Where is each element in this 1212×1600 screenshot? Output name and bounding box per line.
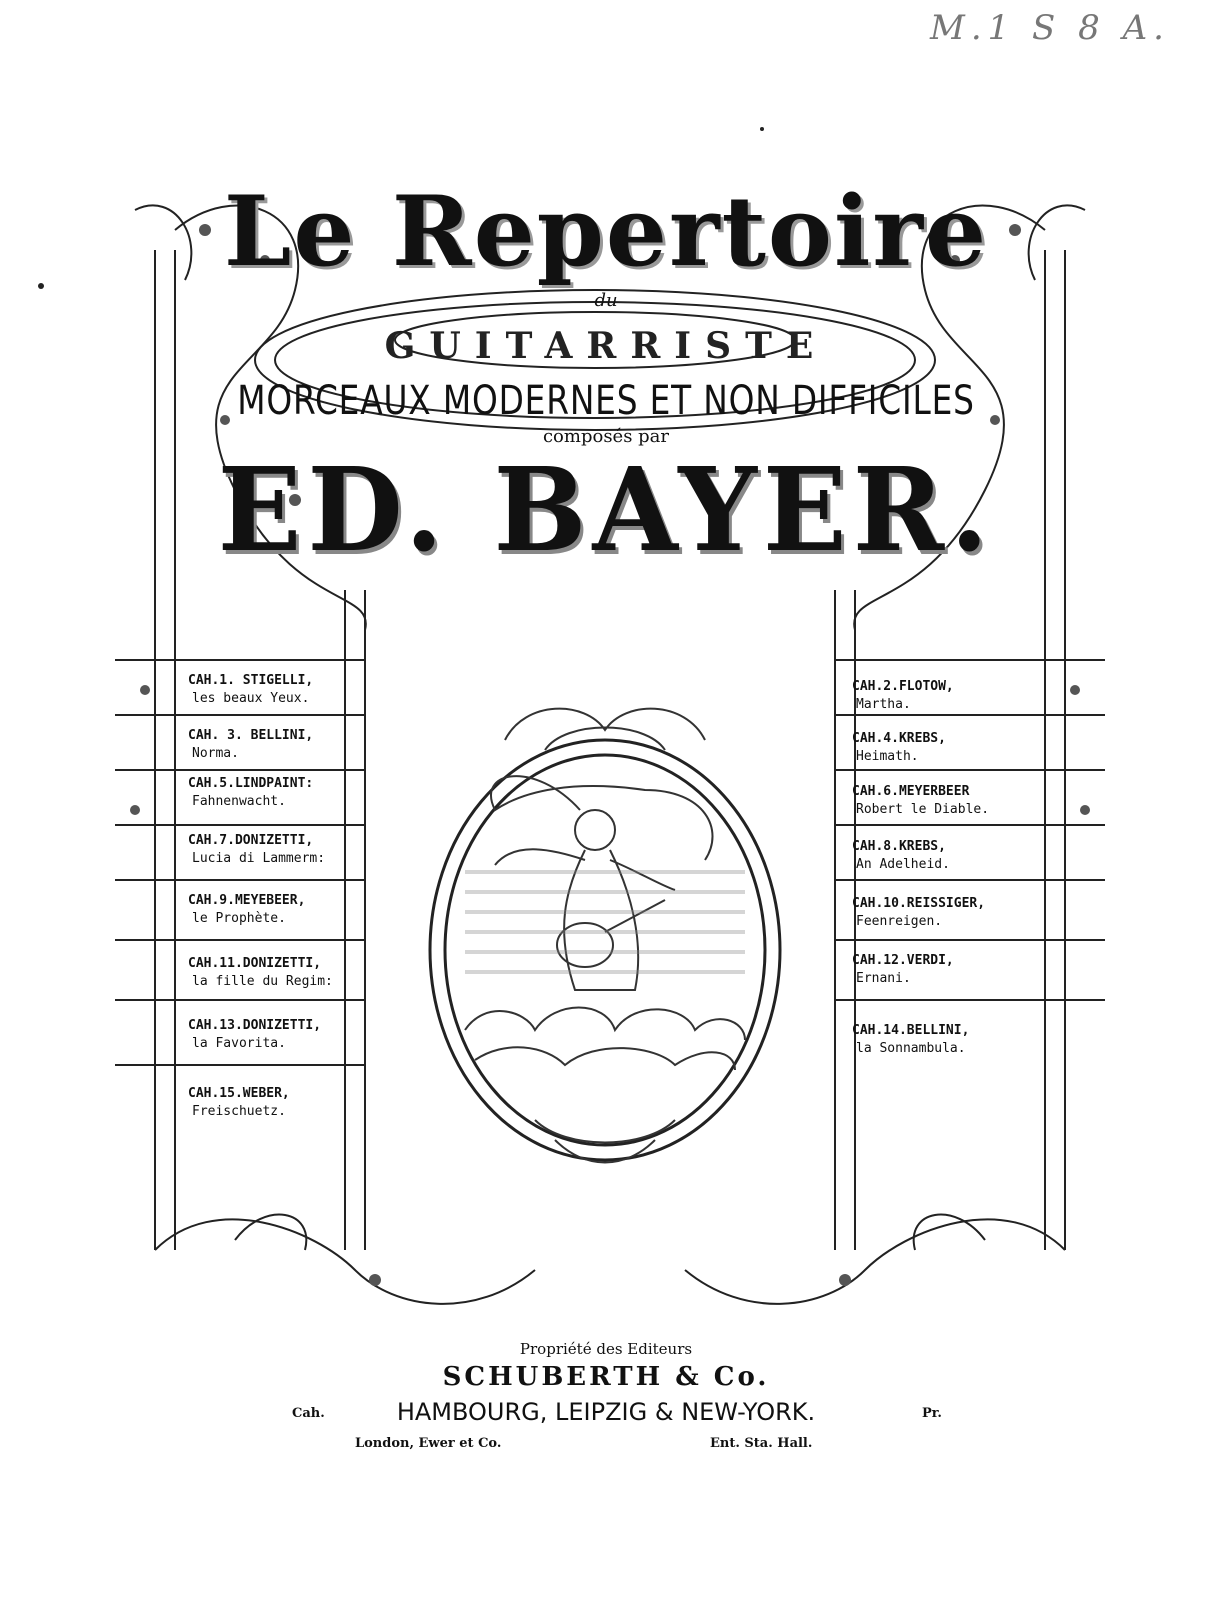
cahier-title: la Sonnambula. <box>856 1041 966 1056</box>
entered-stationers-hall: Ent. Sta. Hall. <box>710 1436 813 1451</box>
title-main: Le Repertoire <box>223 175 989 288</box>
composed-by: composés par <box>542 426 670 447</box>
handwritten-note: M.1 S 8 A. <box>930 8 1170 48</box>
cahier-number: CAH.6.MEYERBEER <box>852 784 970 799</box>
list-item <box>852 730 1032 766</box>
list-item <box>188 775 368 811</box>
cahier-number: CAH.14.BELLINI, <box>852 1023 970 1038</box>
cahier-title: Norma. <box>192 746 239 761</box>
cahier-number: CAH.2.FLOTOW, <box>852 679 954 694</box>
list-item <box>188 892 368 928</box>
cahier-title: le Prophète. <box>192 911 286 926</box>
cahier-title: Fahnenwacht. <box>192 794 286 809</box>
cahier-number: CAH.15.WEBER, <box>188 1086 290 1101</box>
cahier-number: CAH.11.DONIZETTI, <box>188 956 322 971</box>
cahier-number: CAH.4.KREBS, <box>852 731 946 746</box>
cahier-number: CAH.12.VERDI, <box>852 953 954 968</box>
cahier-title: Heimath. <box>856 749 919 764</box>
list-item <box>188 727 368 763</box>
list-item <box>188 672 368 708</box>
cahier-number: CAH.7.DONIZETTI, <box>188 833 314 848</box>
scan-speck <box>760 127 764 131</box>
property-notice: Propriété des Editeurs <box>519 1340 693 1358</box>
list-item <box>188 832 368 868</box>
list-item <box>852 678 1032 714</box>
price-label: Pr. <box>922 1406 942 1421</box>
cahier-title: Ernani. <box>856 971 911 986</box>
cah-label: Cah. <box>292 1406 325 1421</box>
list-item <box>852 952 1032 988</box>
london-agent: London, Ewer et Co. <box>355 1436 502 1451</box>
cahier-title: Robert le Diable. <box>856 802 990 817</box>
list-item <box>852 895 1032 931</box>
cahier-number: CAH. 3. BELLINI, <box>188 728 314 743</box>
list-item <box>852 783 1032 819</box>
cahier-number: CAH.9.MEYEBEER, <box>188 893 306 908</box>
cahier-number: CAH.1. STIGELLI, <box>188 673 314 688</box>
cahier-number: CAH.8.KREBS, <box>852 839 946 854</box>
cahier-number: CAH.13.DONIZETTI, <box>188 1018 322 1033</box>
publisher-cities: HAMBOURG, LEIPZIG & NEW-YORK. <box>396 1398 816 1426</box>
list-item <box>188 955 368 991</box>
cahier-title: Freischuetz. <box>192 1104 286 1119</box>
publisher-name: SCHUBERTH & Co. <box>442 1362 770 1392</box>
cahier-title: Feenreigen. <box>856 914 943 929</box>
cahier-number: CAH.5.LINDPAINT: <box>188 776 314 791</box>
title-du: du <box>594 290 618 311</box>
cahier-title: An Adelheid. <box>856 857 950 872</box>
cahier-title: la fille du Regim: <box>192 974 333 989</box>
list-item <box>852 838 1032 874</box>
list-item <box>852 1022 1032 1058</box>
list-item <box>188 1085 368 1121</box>
cahier-title: Lucia di Lammerm: <box>192 851 326 866</box>
guitarist-medallion <box>385 700 825 1170</box>
cahier-title: les beaux Yeux. <box>192 691 310 706</box>
cahier-title: Martha. <box>856 697 911 712</box>
subtitle: MORCEAUX MODERNES ET NON DIFFICILES <box>237 378 975 424</box>
scan-speck <box>38 283 44 289</box>
list-item <box>188 1017 368 1053</box>
title-guitarriste: GUITARRISTE <box>384 325 828 367</box>
composer-name: ED. BAYER. <box>217 441 995 578</box>
cahier-number: CAH.10.REISSIGER, <box>852 896 986 911</box>
cahier-title: la Favorita. <box>192 1036 286 1051</box>
